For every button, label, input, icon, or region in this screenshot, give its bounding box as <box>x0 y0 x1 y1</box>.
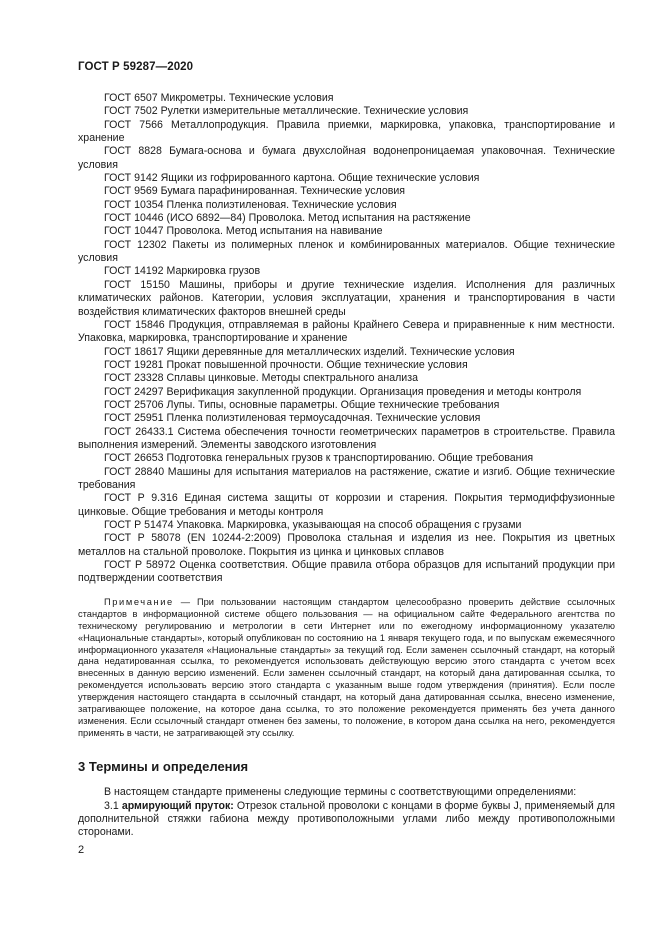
reference-item: ГОСТ 7566 Металлопродукция. Правила приемки, маркировка, упаковка, транспортирование и хранение <box>78 118 615 145</box>
reference-item: ГОСТ 15150 Машины, приборы и другие технические изделия. Исполнения для различных климатических районов. Категории, условия эксплуатации, хранения и транспортирования в части воздействия климатических факторов внешней среды <box>78 278 615 318</box>
reference-item: ГОСТ Р 58078 (EN 10244-2:2009) Проволока стальная и изделия из нее. Покрытия из цветных металлов на стальной проволоке. Покрытия из цинка и цинковых сплавов <box>78 532 615 558</box>
reference-item: ГОСТ 26433.1 Система обеспечения точности геометрических параметров в строительстве. Правила выполнения измерений. Элементы заводского изготовления <box>78 425 615 451</box>
term-name: армирующий пруток: <box>121 799 234 812</box>
reference-item: ГОСТ 28840 Машины для испытания материалов на растяжение, сжатие и изгиб. Общие технические требования <box>78 465 615 491</box>
reference-item: ГОСТ 18617 Ящики деревянные для металлических изделий. Технические условия <box>104 345 515 358</box>
reference-item: ГОСТ 23328 Сплавы цинковые. Методы спектрального анализа <box>104 372 418 385</box>
reference-item: ГОСТ 7502 Рулетки измерительные металлические. Технические условия <box>104 105 469 118</box>
page-content <box>78 92 615 840</box>
reference-item: ГОСТ 10447 Проволока. Метод испытания на навивание <box>104 225 383 238</box>
document-header: ГОСТ Р 59287—2020 <box>78 61 194 73</box>
reference-item: ГОСТ 6507 Микрометры. Технические условия <box>104 92 334 104</box>
reference-item: ГОСТ 25951 Пленка полиэтиленовая термоусадочная. Технические условия <box>104 412 481 425</box>
reference-item: ГОСТ 25706 Лупы. Типы, основные параметры. Общие технические требования <box>104 398 500 411</box>
reference-item: ГОСТ 12302 Пакеты из полимерных пленок и комбинированных материалов. Общие технические условия <box>78 238 615 265</box>
page-number: 2 <box>78 844 85 856</box>
note-label: Примечание <box>104 596 174 607</box>
reference-item: ГОСТ Р 58972 Оценка соответствия. Общие правила отбора образцов для испытаний продукции при подтверждении соответствия <box>78 559 615 585</box>
reference-item: ГОСТ 10446 (ИСО 6892—84) Проволока. Метод испытания на растяжение <box>104 212 471 225</box>
normative-references-list <box>78 92 615 586</box>
reference-item: ГОСТ 15846 Продукция, отправляемая в районы Крайнего Севера и приравненные к ним местности. Упаковка, маркировка, транспортирование и хранение <box>78 318 615 345</box>
reference-item: ГОСТ Р 9.316 Единая система защиты от коррозии и старения. Покрытия термодиффузионные цинковые. Общие требования и методы контроля <box>78 492 615 518</box>
reference-item: ГОСТ 26653 Подготовка генеральных грузов к транспортированию. Общие требования <box>104 452 534 465</box>
reference-item: ГОСТ 14192 Маркировка грузов <box>104 265 261 278</box>
reference-item: ГОСТ Р 51474 Упаковка. Маркировка, указывающая на способ обращения с грузами <box>104 519 522 531</box>
section-title: 3 Термины и определения <box>78 759 249 775</box>
reference-item: ГОСТ 8828 Бумага-основа и бумага двухслойная водонепроницаемая упаковочная. Технические условия <box>78 145 615 171</box>
reference-item: ГОСТ 9142 Ящики из гофрированного картона. Общие технические условия <box>104 172 480 185</box>
reference-item: ГОСТ 10354 Пленка полиэтиленовая. Технические условия <box>104 198 397 211</box>
note-text: — При пользовании настоящим стандартом целесообразно проверить действие ссылочных стандартов в информационной системе общего пользования — на официальном сайте Федерального агентства по техническому регулированию и метрологии в сети Интернет или по ежегодному информационному указателю «Национальные стандарты», который опубликован по состоянию на 1 января текущего года, и по выпускам ежемесячного информационного указателя «Национальные стандарты» за текущий год. Если заменен ссылочный стандарт, на который дана недатированная ссылка, то рекомендуется использовать действующую версию этого стандарта с учетом всех внесенных в данную версию изменений. Если заменен ссылочный стандарт, на который дана датированная ссылка, то рекомендуется использовать версию этого стандарта с указанным выше годом утверждения (принятия). Если после утверждения настоящего стандарта в ссылочный стандарт, на который дана датированная ссылка, внесено изменение, затрагивающее положение, на которое дана ссылка, то это положение рекомендуется применять без учета данного изменения. Если ссылочный стандарт отменен без замены, то положение, в котором дана ссылка на него, рекомендуется применять в части, не затрагивающей эту ссылку. <box>78 596 615 739</box>
section-intro: В настоящем стандарте применены следующие термины с соответствующими определениями: <box>104 786 577 799</box>
reference-item: ГОСТ 19281 Прокат повышенной прочности. Общие технические условия <box>104 358 468 371</box>
term-number: 3.1 <box>104 799 122 812</box>
note-paragraph <box>78 597 615 740</box>
term-definition: Отрезок стальной проволоки с концами в форме буквы J, применяемый для дополнительной стяжки габиона между противоположными углами либо между противоположными сторонами. <box>78 799 615 839</box>
reference-item: ГОСТ 24297 Верификация закупленной продукции. Организация проведения и методы контроля <box>104 385 582 398</box>
term-definition-paragraph <box>78 800 615 840</box>
reference-item: ГОСТ 9569 Бумага парафинированная. Технические условия <box>104 185 405 198</box>
